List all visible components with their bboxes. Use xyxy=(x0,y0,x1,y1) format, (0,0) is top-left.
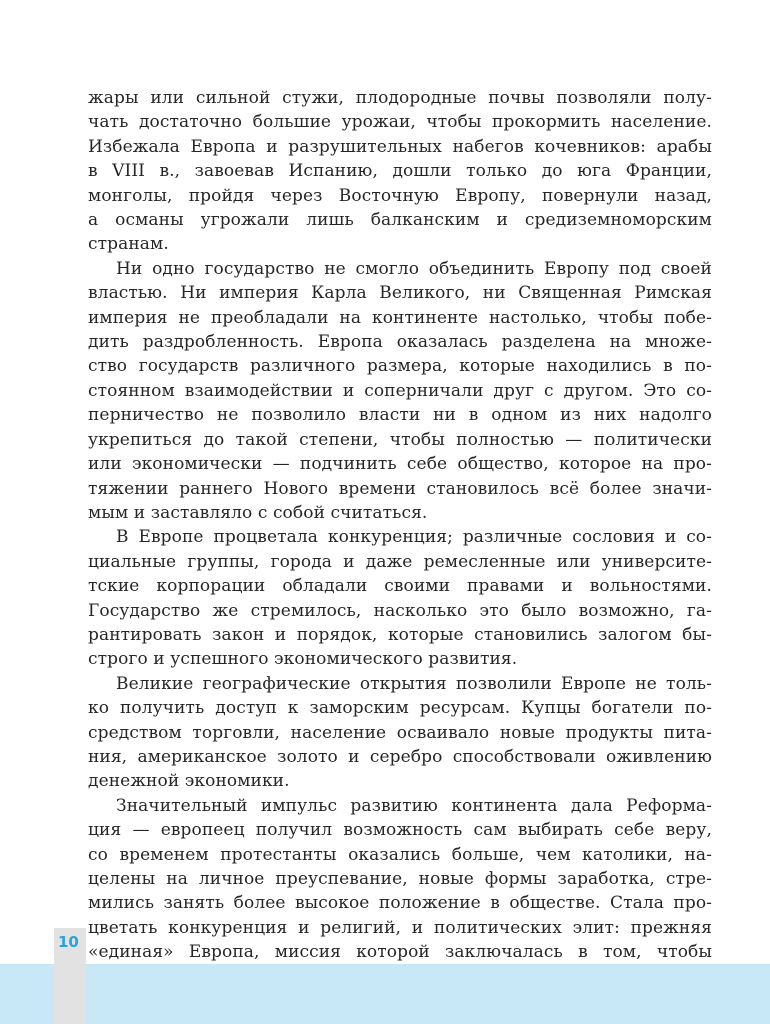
text-line: со временем протестанты оказались больше, чем католики, на- xyxy=(88,844,712,865)
text-line: империя не преобладали на континенте настолько, чтобы побе- xyxy=(88,307,712,328)
text-line: странам. xyxy=(88,234,169,255)
text-line: Ни одно государство не смогло объединить Европу под своей xyxy=(116,258,712,279)
text-line: «единая» Европа, миссия которой заключалась в том, чтобы xyxy=(88,942,712,963)
text-line: тяжении раннего Нового времени становилось всё более значи- xyxy=(88,478,712,499)
page-number: 10 xyxy=(58,933,79,951)
paragraph xyxy=(88,794,712,989)
text-line: циальные группы, города и даже ремесленные или университе- xyxy=(88,551,712,572)
text-line: Значительный импульс развитию континента дала Реформа- xyxy=(116,795,712,816)
paragraph xyxy=(88,257,712,525)
text-line: ко получить доступ к заморским ресурсам. Купцы богатели по- xyxy=(88,698,712,719)
text-line: рантировать закон и порядок, которые становились залогом бы- xyxy=(88,624,712,645)
text-line: стоянном взаимодействии и соперничали друг с другом. Это со- xyxy=(88,380,712,401)
footer-band xyxy=(0,964,770,1024)
text-line: целены на личное преуспевание, новые формы заработка, стре- xyxy=(88,869,712,889)
text-line: монголы, пройдя через Восточную Европу, повернули назад, xyxy=(88,185,712,206)
body-text xyxy=(88,86,712,989)
text-line: властью. Ни империя Карла Великого, ни Священная Римская xyxy=(88,283,712,304)
text-line: цветать конкуренция и религий, и политических элит: прежняя xyxy=(88,917,712,938)
text-line: Государство же стремилось, насколько это было возможно, га- xyxy=(88,600,712,621)
paragraph xyxy=(88,86,712,257)
text-line: ния, американское золото и серебро способствовали оживлению xyxy=(88,746,712,767)
text-line: денежной экономики. xyxy=(88,771,290,792)
text-line: мились занять более высокое положение в обществе. Стала про- xyxy=(88,893,712,914)
text-line: Избежала Европа и разрушительных набегов кочевников: арабы xyxy=(88,136,712,157)
text-line: или экономически — подчинить себе общество, которое на про- xyxy=(88,454,712,475)
text-line: средством торговли, население осваивало новые продукты пита- xyxy=(88,722,712,743)
text-line: перничество не позволило власти ни в одном из них надолго xyxy=(88,405,712,426)
text-line: а османы угрожали лишь балканским и средиземноморским xyxy=(88,210,712,231)
text-line: жары или сильной стужи, плодородные почвы позволяли полу- xyxy=(88,88,712,108)
text-line: строго и успешного экономического развития. xyxy=(88,649,518,670)
text-line: дить раздробленность. Европа оказалась разделена на множе- xyxy=(88,332,712,353)
text-line: мым и заставляло с собой считаться. xyxy=(88,502,428,523)
paragraph xyxy=(88,525,712,671)
text-line: ция — европеец получил возможность сам выбирать себе веру, xyxy=(88,820,712,841)
text-line: в VIII в., завоевав Испанию, дошли только до юга Франции, xyxy=(88,161,712,182)
text-line: В Европе процветала конкуренция; различные сословия и со- xyxy=(116,527,712,548)
text-line: укрепиться до такой степени, чтобы полностью — политически xyxy=(88,429,712,450)
text-line: тские корпорации обладали своими правами и вольностями. xyxy=(88,576,712,597)
text-line: ство государств различного размера, которые находились в по- xyxy=(88,356,712,377)
paragraph xyxy=(88,672,712,794)
text-line: Великие географические открытия позволили Европе не толь- xyxy=(116,673,712,694)
text-line: чать достаточно большие урожаи, чтобы прокормить население. xyxy=(88,112,712,133)
